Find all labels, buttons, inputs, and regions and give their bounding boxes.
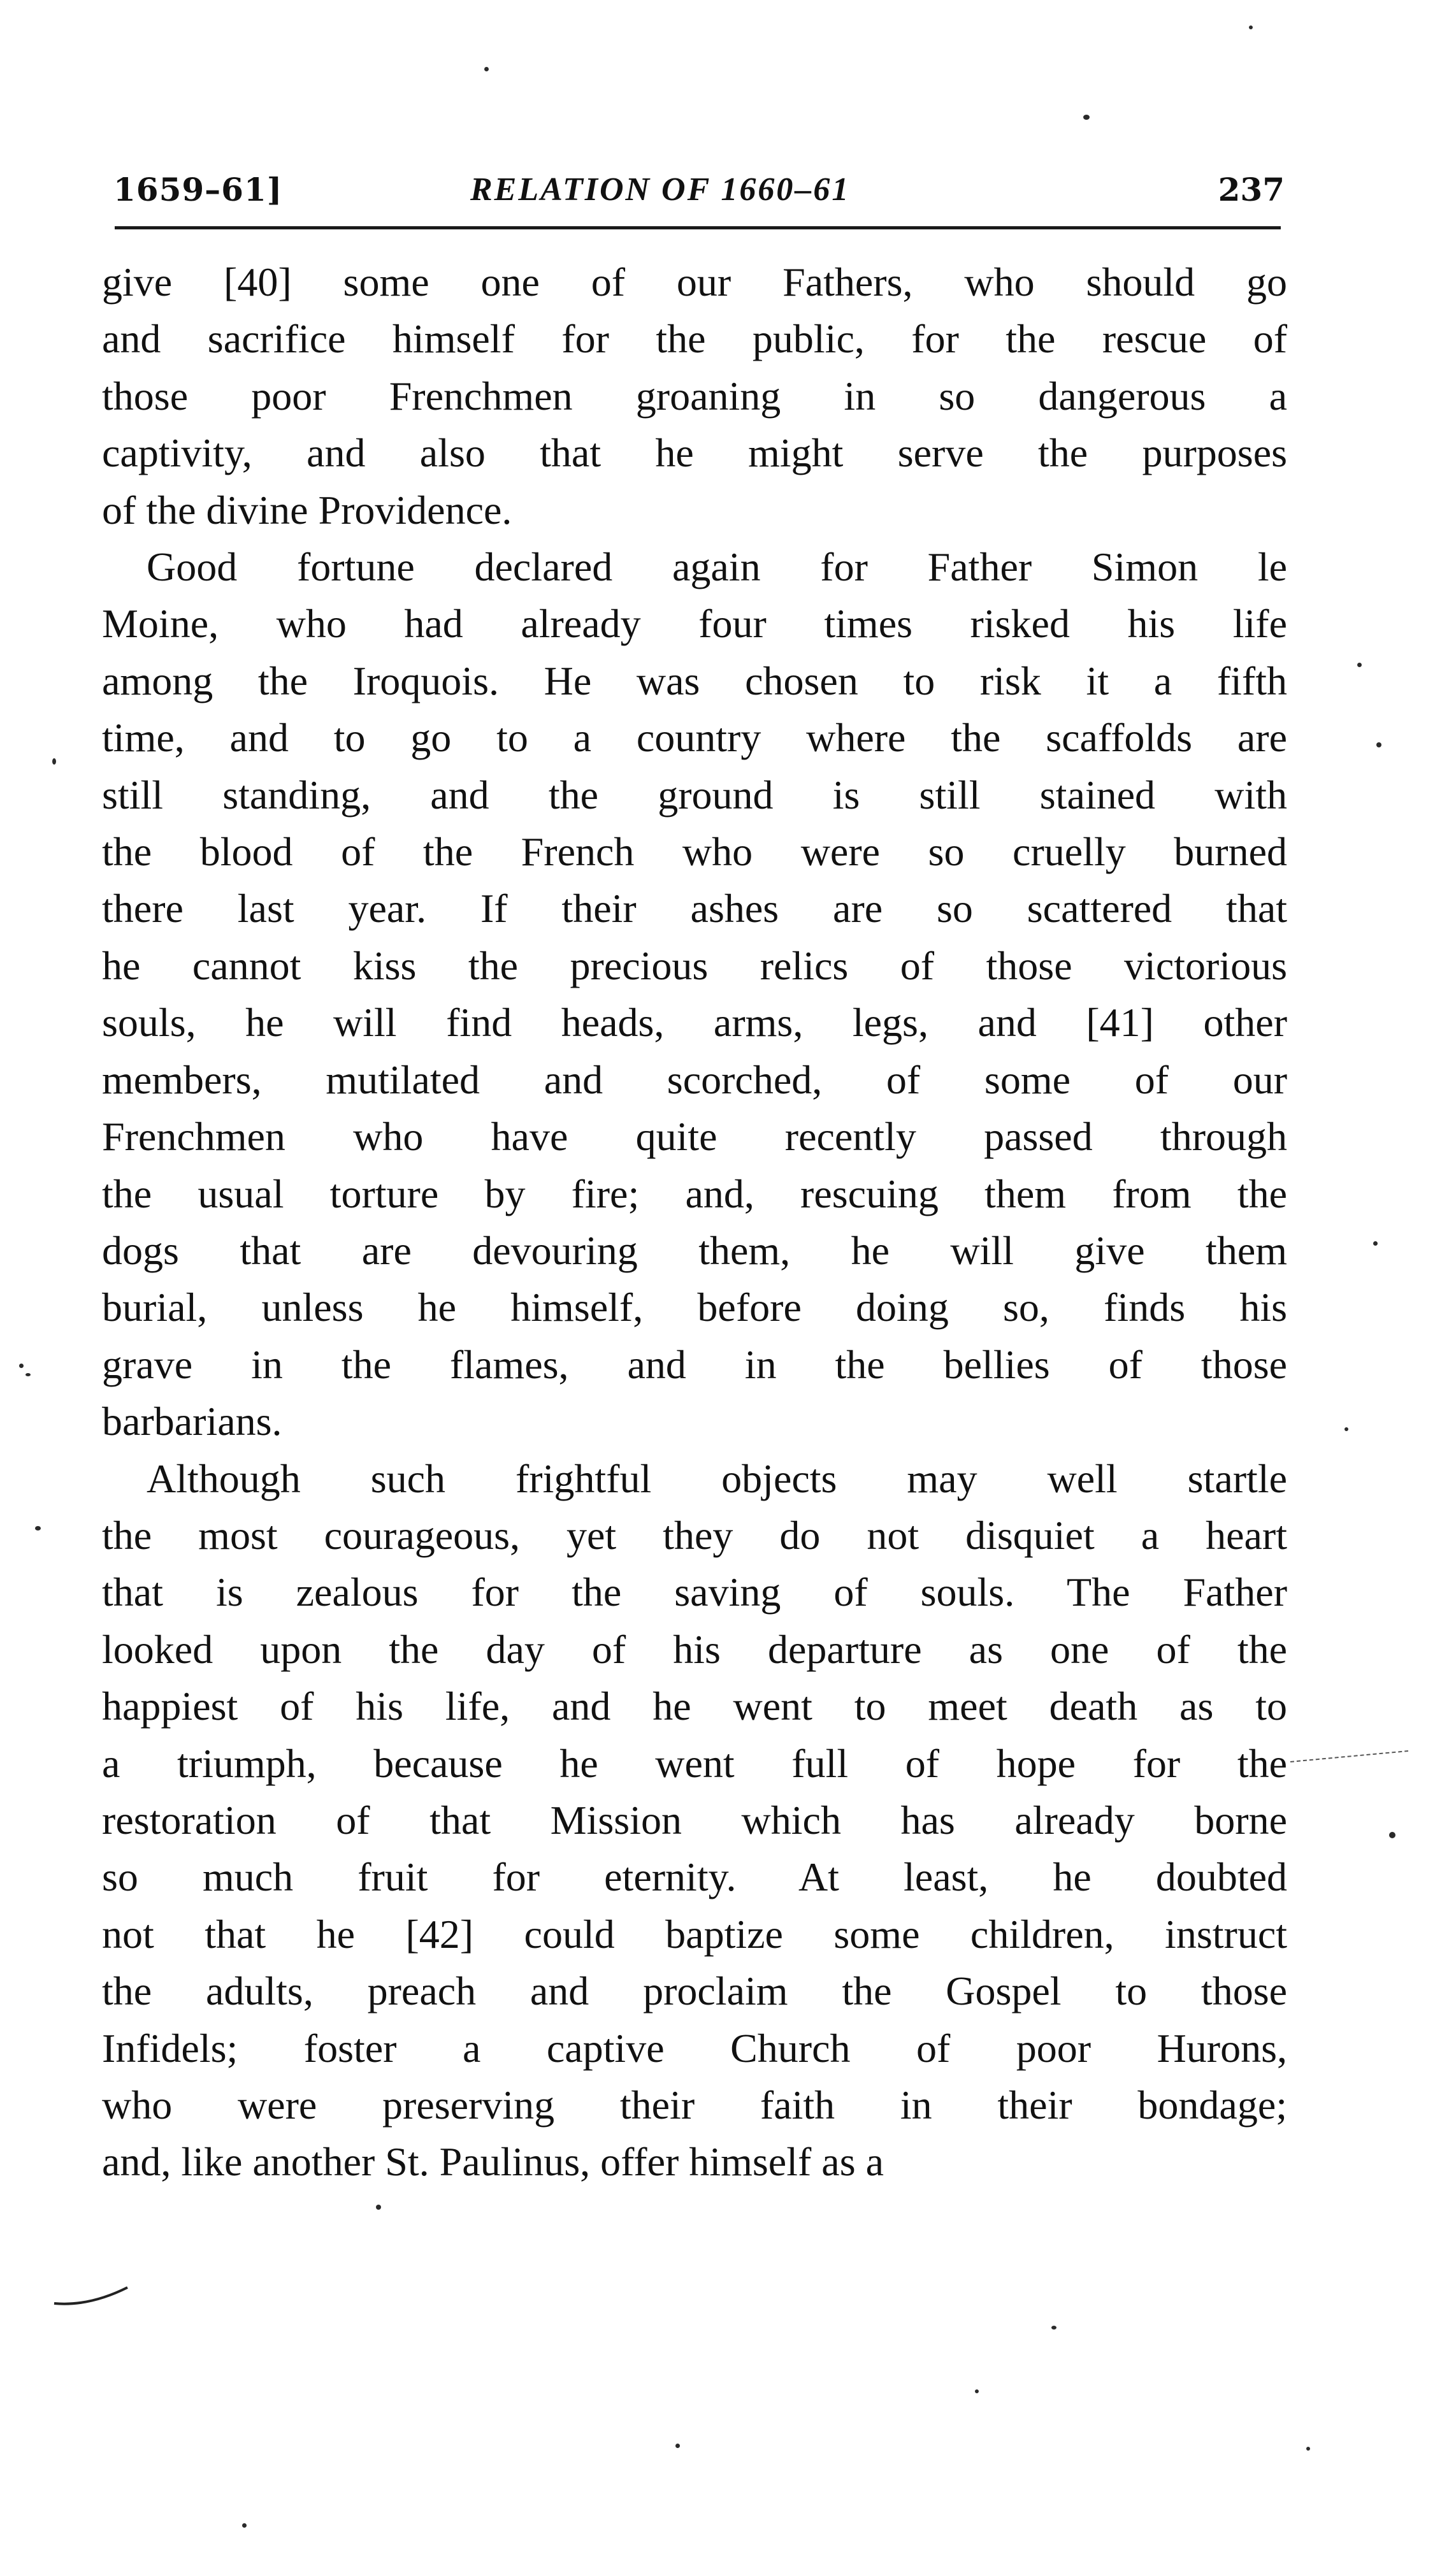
paragraph <box>102 1450 1287 2191</box>
paragraph <box>102 254 1287 538</box>
text-line: burial, unless he himself, before doing so, finds his <box>102 1285 1287 1330</box>
text-line: not that he [42] could baptize some children, instruct <box>102 1911 1287 1957</box>
text-line: souls, he will find heads, arms, legs, and [41] other <box>102 1000 1287 1046</box>
text-line: happiest of his life, and he went to meet death as to <box>102 1683 1287 1729</box>
scan-stroke-mark-right <box>1287 1746 1415 1771</box>
text-line: among the Iroquois. He was chosen to risk it a fifth <box>102 658 1287 703</box>
text-line: the usual torture by fire; and, rescuing them from the <box>102 1170 1287 1216</box>
text-line: and, like another St. Paulinus, offer himself as a <box>102 2139 884 2185</box>
text-line: and sacrifice himself for the public, for the rescue of <box>102 316 1287 362</box>
text-line: members, mutilated and scorched, of some of our <box>102 1056 1287 1102</box>
text-line: so much fruit for eternity. At least, he doubted <box>102 1854 1287 1900</box>
text-line: there last year. If their ashes are so scattered that <box>102 886 1287 932</box>
text-line: the blood of the French who were so cruelly burned <box>102 829 1287 875</box>
text-line: the most courageous, yet they do not disquiet a heart <box>102 1512 1287 1558</box>
text-line: a triumph, because he went full of hope for the <box>102 1740 1287 1786</box>
text-line: who were preserving their faith in their bondage; <box>102 2082 1287 2128</box>
text-line: the adults, preach and proclaim the Gospel to those <box>102 1968 1287 2014</box>
text-line: still standing, and the ground is still stained with <box>102 772 1287 818</box>
text-line: he cannot kiss the precious relics of those victorious <box>102 942 1287 988</box>
text-line: looked upon the day of his departure as one of the <box>102 1626 1287 1672</box>
text-line: dogs that are devouring them, he will give them <box>102 1227 1287 1273</box>
scan-stroke-mark <box>51 2281 140 2313</box>
text-line: Moine, who had already four times risked his life <box>102 601 1287 647</box>
text-line: of the divine Providence. <box>102 487 512 533</box>
text-line: Frenchmen who have quite recently passed through <box>102 1114 1287 1160</box>
header-rule <box>115 226 1281 229</box>
text-line: give [40] some one of our Fathers, who should go <box>102 259 1287 305</box>
text-line: grave in the flames, and in the bellies of those <box>102 1341 1287 1387</box>
text-line: captivity, and also that he might serve the purposes <box>102 430 1287 476</box>
page-number: 237 <box>1218 171 1285 208</box>
running-head-years: 1659–61] <box>113 171 283 208</box>
text-line: barbarians. <box>102 1399 282 1444</box>
text-line: Good fortune declared again for Father Simon le <box>147 544 1287 590</box>
text-line: that is zealous for the saving of souls. The Father <box>102 1569 1287 1615</box>
text-line: Although such frightful objects may well startle <box>147 1455 1287 1501</box>
running-head <box>113 171 1285 222</box>
text-line: restoration of that Mission which has already borne <box>102 1797 1287 1843</box>
text-line: those poor Frenchmen groaning in so dangerous a <box>102 373 1287 419</box>
text-line: time, and to go to a country where the scaffolds are <box>102 715 1287 761</box>
running-head-title: RELATION OF 1660–61 <box>470 171 851 208</box>
text-line: Infidels; foster a captive Church of poor Hurons, <box>102 2025 1287 2071</box>
paragraph <box>102 538 1287 1450</box>
body-text <box>102 254 1287 2191</box>
